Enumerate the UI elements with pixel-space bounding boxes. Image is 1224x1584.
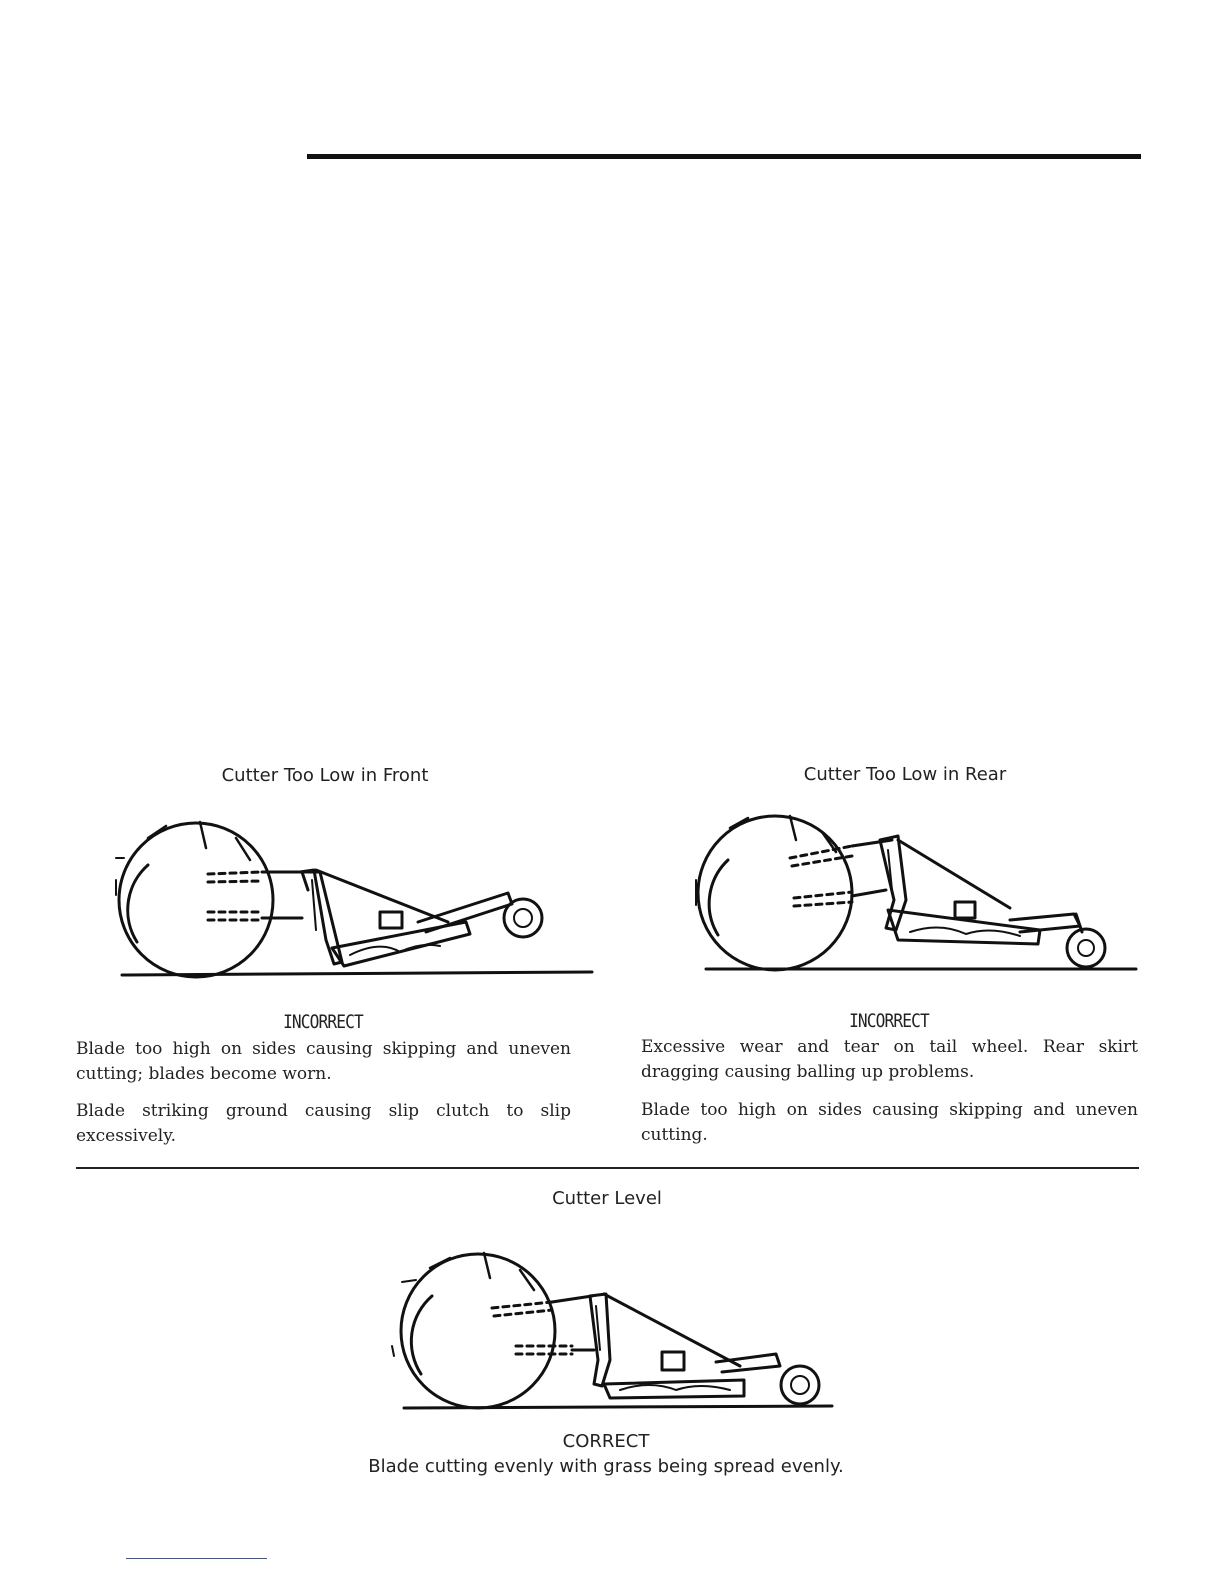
figure-2-paragraph-1: Excessive wear and tear on tail wheel. Rear skirt dragging causing balling up problems.	[641, 1037, 1138, 1082]
figure-3-caption: Cutter Level	[552, 1188, 662, 1209]
figure-2-status: INCORRECT	[849, 1010, 929, 1032]
figure-3-paragraph-1: Blade cutting evenly with grass being spread evenly.	[368, 1456, 844, 1477]
figure-1-paragraph-2: Blade striking ground causing slip clutch to slip excessively.	[76, 1101, 571, 1146]
figure-2-caption: Cutter Too Low in Rear	[803, 764, 1007, 785]
figure-3-status: CORRECT	[562, 1431, 650, 1452]
figure-1-status: INCORRECT	[283, 1011, 363, 1033]
figure-1-paragraph-1: Blade too high on sides causing skipping and uneven cutting; blades become worn.	[76, 1039, 571, 1084]
figure-1-caption: Cutter Too Low in Front	[221, 765, 429, 786]
cutter-level-drawing	[392, 1253, 832, 1408]
footer-link-underline	[126, 1558, 267, 1559]
figure-2-paragraph-2: Blade too high on sides causing skipping and uneven cutting.	[641, 1100, 1138, 1145]
